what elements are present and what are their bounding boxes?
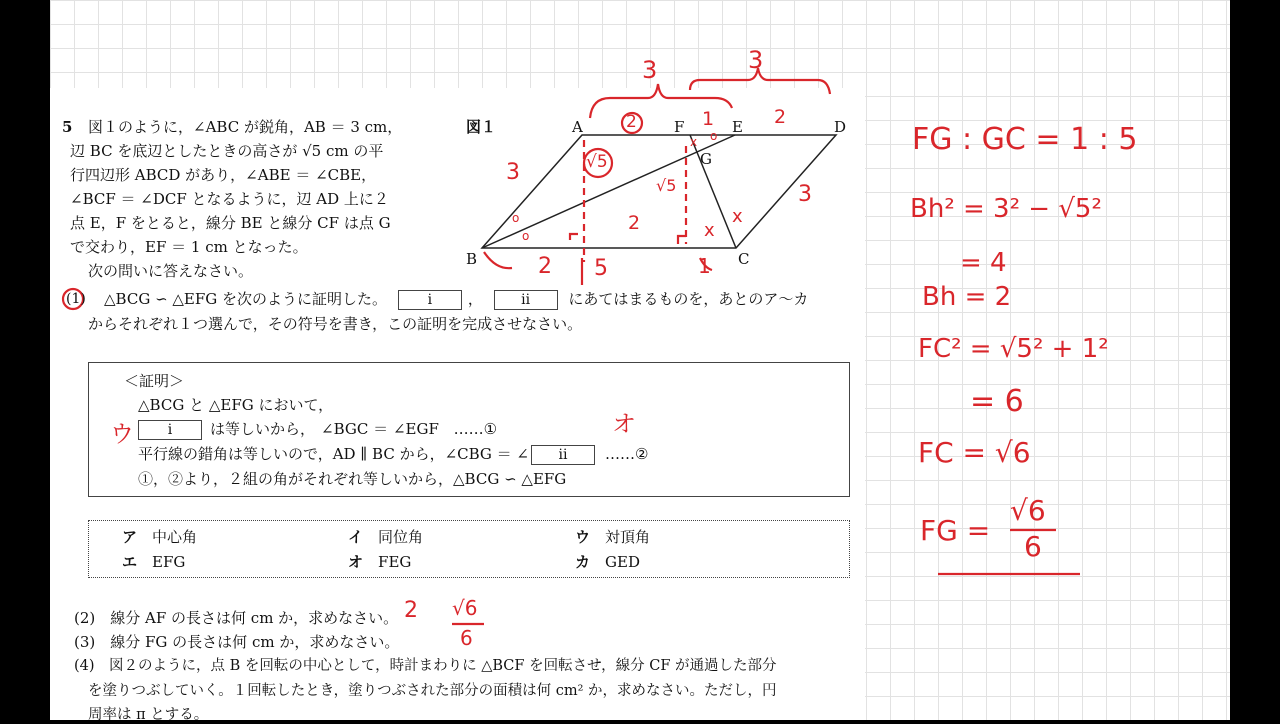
q2-text: (2) 線分 AF の長さは何 cm か，求めなさい。 [74,609,399,627]
choice-a-mark: ア [122,528,138,546]
proof-line-4: ①，②より，２組の角がそれぞれ等しいから，△BCG ∽ △EFG [138,470,567,488]
q1-text-b: にあてはまるものを，あとのア～カ [568,290,809,308]
proof-line-2-text: は等しいから， [210,420,316,438]
q1-box-ii: ii [494,290,558,310]
anno-base-2: 2 [538,254,552,279]
base-arc-left [484,252,512,268]
anno-ed-2: 2 [774,106,787,128]
anno-proof-o: オ [612,410,636,438]
anno-af-2: 2 [626,112,637,132]
proof-title: ＜証明＞ [124,372,185,390]
q4-line-1: (4) 図２のように，点 B を回転の中心として，時計まわりに △BCF を回転させ，線分 CF が通過した部分 [74,658,777,674]
problem-number: 5 [62,118,73,136]
point-d: D [834,118,847,136]
proof-eq: ＝ [373,420,389,438]
work-fc-squared: FC² = √5² + 1² [918,334,1109,364]
anno-top-3-right: 3 [748,46,764,74]
choice-ka-label: GED [605,553,640,571]
work-ratio: FG : GC = 1 : 5 [912,122,1138,157]
q4-line-2: を塗りつぶしていく。１回転したとき，塗りつぶされた部分の面積は何 cm² か，求めなさい。ただし，円 [88,683,777,699]
anno-cd-3: 3 [798,182,812,207]
choice-a [122,528,197,546]
proof-line-3 [138,445,648,465]
choice-i-mark: イ [348,528,364,546]
q3-text: (3) 線分 FG の長さは何 cm か，求めなさい。 [74,633,400,651]
choice-a-label: 中心角 [152,528,198,546]
intro-line-5: 点 E，F をとると，線分 BE と線分 CF は点 G [70,214,391,232]
right-angle-mark-2 [678,236,686,244]
q4-line-3: 周率は π とする。 [88,707,209,723]
q1-comma: ， [467,290,483,308]
choice-u-mark: ウ [575,528,591,546]
choice-e [122,553,185,571]
choice-e-mark: エ [122,553,138,571]
proof-ref-2: ……② [605,445,649,463]
work-bh: Bh = 2 [922,282,1012,312]
q1-statement [104,290,808,310]
angle-mark-e: o [710,129,718,143]
point-c: C [738,250,750,268]
point-g: G [700,150,712,168]
intro-line-1: 図１のように，∠ABC が鋭角，AB ＝ 3 cm， [88,118,403,136]
anno-ans3-den: 6 [460,626,473,650]
choice-ka-mark: カ [575,553,591,571]
choice-i-label: 同位角 [378,528,424,546]
anno-ans2: 2 [404,598,418,623]
choice-o-mark: オ [348,553,364,571]
angle-mark-f: x [690,135,698,149]
work-fc: FC = √6 [918,436,1031,469]
proof-angle-egf: ∠EGF [392,420,439,438]
choice-i [348,528,423,546]
intro-line-3: 行四辺形 ABCD があり，∠ABE ＝ ∠CBE， [70,166,377,184]
point-b: B [466,250,478,268]
work-fg-num: √6 [1010,494,1046,527]
choice-u [575,528,650,546]
work-equals-4: = 4 [960,248,1007,278]
proof-box-i: i [138,420,202,440]
point-f: F [674,118,685,136]
choice-u-label: 対頂角 [605,528,651,546]
choice-e-label: EFG [152,553,186,571]
choice-o [348,553,411,571]
intro-line-7: 次の問いに答えなさい。 [88,262,254,280]
choices-box [88,520,850,578]
choice-o-label: FEG [378,553,412,571]
angle-mark-c1: x [704,220,715,241]
work-bh-squared: Bh² = 3² − √5² [910,194,1102,224]
proof-line-1: △BCG と △EFG において， [138,396,334,414]
anno-fe-1: 1 [702,108,715,130]
anno-ans3-num: √6 [452,596,478,620]
point-e: E [732,118,743,136]
q1-number: (1) [66,291,86,307]
intro-line-2: 辺 BC を底辺としたときの高さが √5 cm の平 [70,142,384,160]
proof-line-3-text: 平行線の錯角は等しいので，AD ∥ BC から，∠CBG ＝ ∠ [138,445,530,463]
anno-proof-u: ウ [110,420,134,448]
angle-mark-c2: x [732,206,743,227]
point-a: A [572,118,583,136]
q1-box-i: i [398,290,462,310]
anno-ab-3: 3 [506,160,520,185]
proof-ref-1: ……① [453,420,498,438]
work-fg-den: 6 [1024,530,1042,563]
anno-top-3-left: 3 [642,56,658,84]
q1-text-a: △BCG ∽ △EFG を次のように証明した。 [104,290,388,308]
angle-mark-b1: o [512,211,520,225]
intro-line-6: で交わり，EF ＝ 1 cm となった。 [70,238,308,256]
anno-height-root5-small: √5 [656,176,677,195]
anno-height-root5: √5 [586,152,608,172]
choice-ka [575,553,640,571]
right-angle-mark-1 [570,234,578,240]
proof-angle-bgc: ∠BGC [321,420,369,438]
anno-base-1: 1 [698,254,711,278]
intro-line-4: ∠BCF ＝ ∠DCF となるように，辺 AD 上に２ [70,190,389,208]
anno-base-5: 5 [594,256,608,281]
work-fg-lhs: FG = [920,514,991,547]
angle-mark-b2: o [522,229,530,243]
figure-label: 図１ [466,118,497,136]
proof-line-2 [138,420,497,440]
work-equals-6: = 6 [970,384,1024,419]
anno-mid-2: 2 [628,212,641,234]
q1-text-c: からそれぞれ１つ選んで，その符号を書き，この証明を完成させなさい。 [88,315,583,333]
proof-box-ii: ii [531,445,595,465]
